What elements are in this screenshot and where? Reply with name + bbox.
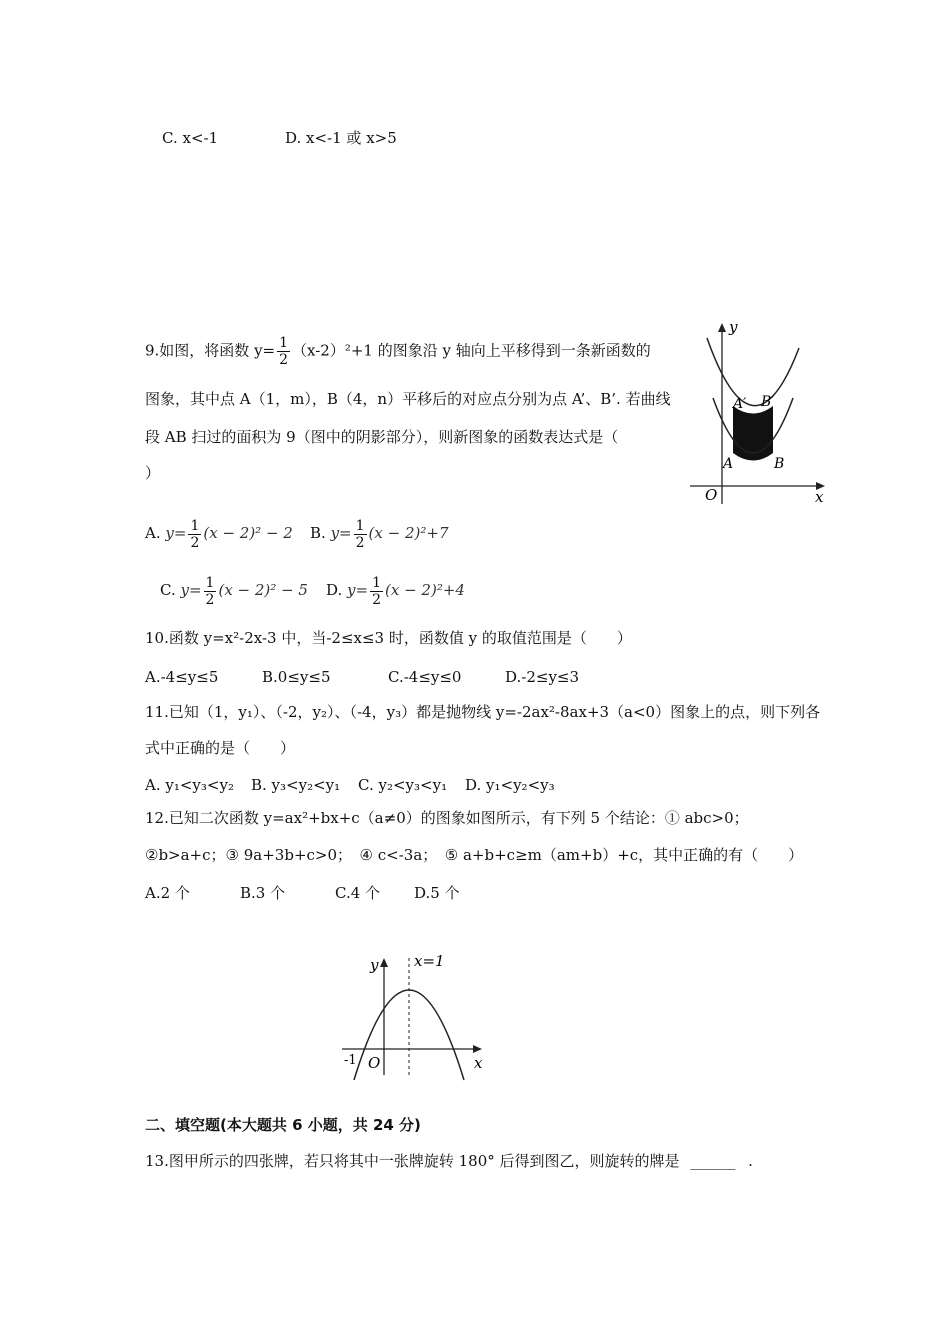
q12-y-arrow-icon	[380, 958, 388, 967]
q9-graph	[685, 318, 835, 510]
q9-option-b-expr: (x − 2)²+7	[368, 524, 449, 542]
q12-graph	[338, 950, 490, 1082]
q12-option-d: D.5 个	[414, 884, 460, 902]
q9-option-d-expr: (x − 2)²+4	[385, 581, 465, 599]
q9-stem-line2: 图象，其中点 A（1，m），B（4，n）平移后的对应点分别为点 A’、B’. 若曲线	[145, 390, 671, 408]
q9-option-b-y: y=	[330, 524, 352, 542]
q9-stem-line3: 段 AB 扫过的面积为 9（图中的阴影部分），则新图象的函数表达式是（	[145, 428, 619, 446]
q10-option-a: A.-4≤y≤5	[145, 668, 219, 686]
q9-option-b-label: B.	[310, 524, 326, 542]
q11-option-d: D. y₁<y₂<y₃	[465, 776, 555, 794]
q12-label-y: y	[370, 956, 379, 974]
q9-option-c-label: C.	[160, 581, 176, 599]
q9-option-a-frac	[188, 518, 201, 551]
q12-option-b: B.3 个	[240, 884, 286, 902]
q9-frac-den: 2	[279, 352, 289, 368]
q12-stem-line1: 12.已知二次函数 y=ax²+bx+c（a≠0）的图象如图所示，有下列 5 个结论：① abc>0；	[145, 809, 749, 827]
q12-label-axis: x=1	[414, 952, 445, 970]
q9-label-a-prime: A′	[733, 396, 747, 412]
q12-stem-line2: ②b>a+c；③ 9a+3b+c>0； ④ c<-3a； ⑤ a+b+c≥m（am+b）+c，其中正确的有（ ）	[145, 846, 804, 864]
q9-label-y: y	[729, 318, 738, 336]
q12-label-x: x	[474, 1054, 483, 1072]
q9-option-d-frac	[370, 575, 383, 608]
q9-option-c	[160, 570, 308, 610]
q9-option-b-frac	[354, 518, 367, 551]
q9-frac-num: 1	[279, 335, 289, 351]
q11-stem-line2: 式中正确的是（ ）	[145, 739, 296, 757]
q9-option-b	[310, 513, 448, 553]
q9-stem-line1	[145, 335, 651, 368]
q9-stem-pre: 9.如图，将函数 y=	[145, 341, 276, 360]
q9-option-b-frac-den: 2	[355, 534, 365, 551]
q11-option-b: B. y₃<y₂<y₁	[251, 776, 341, 794]
q11-option-c: C. y₂<y₃<y₁	[358, 776, 448, 794]
q9-label-b: B	[774, 456, 785, 472]
q9-label-x: x	[815, 488, 824, 506]
q9-option-d-y: y=	[347, 581, 369, 599]
q13-end: .	[748, 1152, 753, 1170]
section2-heading: 二、填空题(本大题共 6 小题，共 24 分)	[145, 1116, 421, 1134]
q10-option-b: B.0≤y≤5	[262, 668, 331, 686]
q9-option-d-label: D.	[326, 581, 343, 599]
q9-option-d-frac-num: 1	[372, 574, 382, 591]
q13-text: 13.图甲所示的四张牌，若只将其中一张牌旋转 180° 后得到图乙，则旋转的牌是	[145, 1152, 680, 1170]
q9-option-c-frac	[204, 575, 217, 608]
q13-blank[interactable]: ______	[690, 1152, 736, 1170]
q9-option-a-label: A.	[145, 524, 161, 542]
q9-option-c-frac-num: 1	[205, 574, 215, 591]
q9-option-c-frac-den: 2	[205, 591, 215, 608]
q12-x-arrow-icon	[473, 1045, 482, 1053]
q9-option-a-expr: (x − 2)² − 2	[203, 524, 293, 542]
q8-option-d: D. x<-1 或 x>5	[285, 129, 397, 147]
q9-option-a-y: y=	[165, 524, 187, 542]
q13-stem	[145, 1151, 753, 1171]
q9-stem-post: （x-2）²+1 的图象沿 y 轴向上平移得到一条新函数的	[292, 341, 651, 360]
q9-label-o: O	[705, 486, 718, 504]
q9-option-d-frac-den: 2	[372, 591, 382, 608]
q12-label-neg1: -1	[344, 1053, 357, 1068]
q10-option-c: C.-4≤y≤0	[388, 668, 462, 686]
q10-stem: 10.函数 y=x²-2x-3 中，当-2≤x≤3 时，函数值 y 的取值范围是（ ）	[145, 629, 632, 647]
q9-label-a: A	[723, 456, 734, 472]
q8-option-c: C. x<-1	[162, 129, 219, 147]
q9-option-a-frac-den: 2	[190, 534, 200, 551]
q9-label-b-prime: B′	[761, 394, 775, 410]
q9-option-a	[145, 513, 293, 553]
q9-option-c-expr: (x − 2)² − 5	[218, 581, 308, 599]
q9-upper-parabola	[707, 338, 799, 406]
q9-option-d	[326, 570, 465, 610]
q12-label-o: O	[368, 1054, 381, 1072]
q9-option-a-frac-num: 1	[190, 517, 200, 534]
q12-option-c: C.4 个	[335, 884, 381, 902]
q9-option-b-frac-num: 1	[355, 517, 365, 534]
q11-option-a: A. y₁<y₃<y₂	[145, 776, 234, 794]
q10-option-d: D.-2≤y≤3	[505, 668, 580, 686]
q11-stem-line1: 11.已知（1，y₁）、（-2，y₂）、（-4，y₃）都是抛物线 y=-2ax²-8ax+3（a<0）图象上的点，则下列各	[145, 703, 821, 721]
q9-stem-line4: ）	[145, 464, 161, 482]
q9-option-c-y: y=	[180, 581, 202, 599]
q9-fraction	[277, 335, 290, 368]
q9-y-arrow-icon	[718, 323, 726, 332]
q12-option-a: A.2 个	[145, 884, 190, 902]
